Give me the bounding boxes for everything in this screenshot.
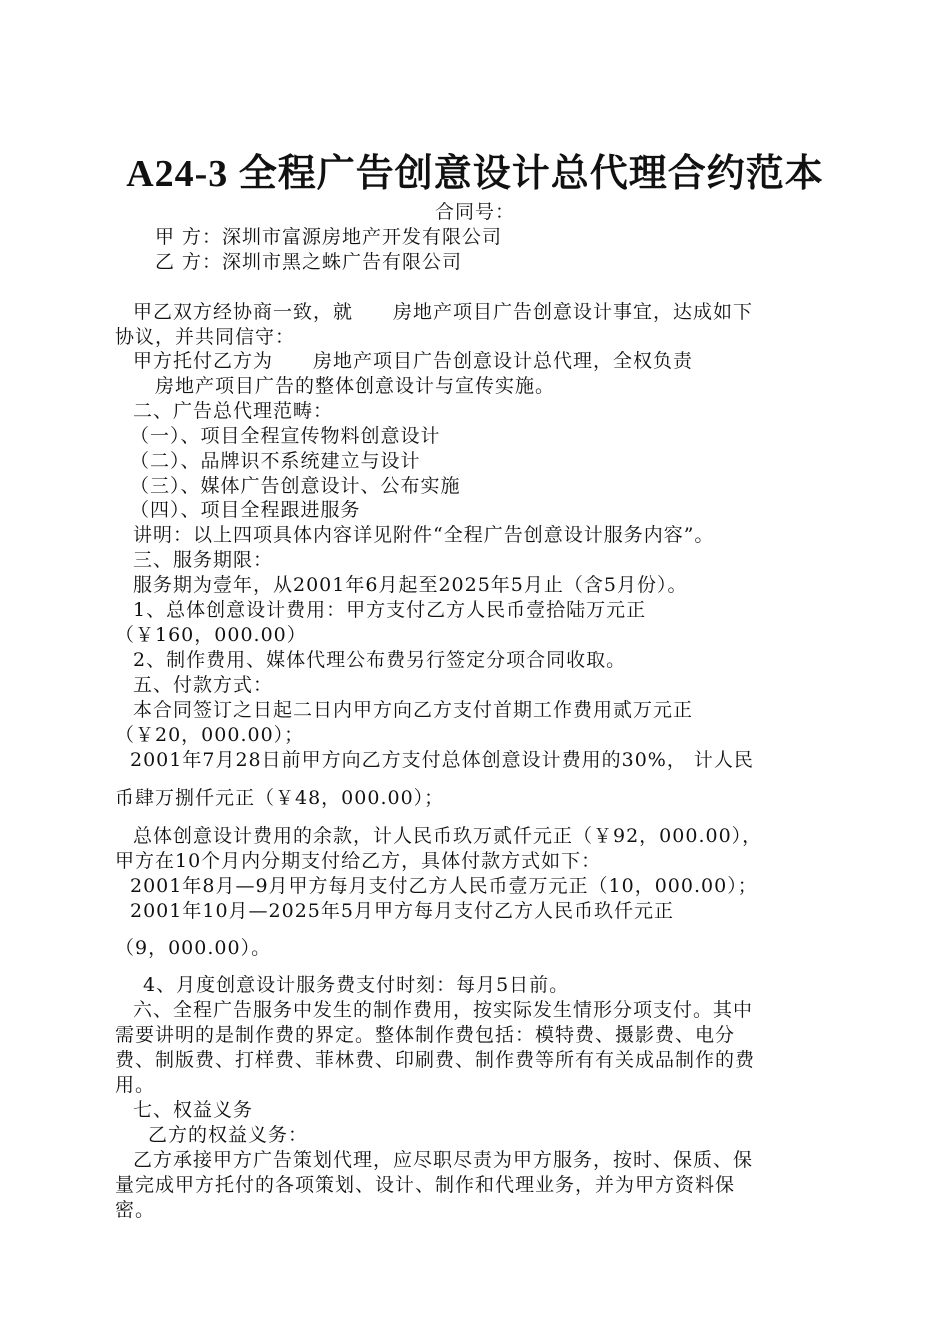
body-line: （9，000.00）。 <box>115 937 272 959</box>
body-line: 2001年7月28日前甲方向乙方支付总体创意设计费用的30%， 计人民 <box>130 749 754 771</box>
body-line: 总体创意设计费用的余款，计人民币玖万贰仟元正（￥92，000.00）， <box>133 825 763 847</box>
body-line: 讲明：以上四项具体内容详见附件“全程广告创意设计服务内容”。 <box>133 524 715 546</box>
body-line: 甲方在10个月内分期支付给乙方，具体付款方式如下： <box>115 850 602 872</box>
section-heading: 三、服务期限： <box>133 549 274 571</box>
party-a: 甲 方：深圳市富源房地产开发有限公司 <box>155 226 503 248</box>
party-b: 乙 方：深圳市黑之蛛广告有限公司 <box>155 251 463 273</box>
section-heading: 五、付款方式： <box>133 674 274 696</box>
body-line: 协议，并共同信守： <box>115 326 296 348</box>
section-heading: 六、全程广告服务中发生的制作费用，按实际发生情形分项支付。其中 <box>133 999 754 1021</box>
document-title: A24-3 全程广告创意设计总代理合约范本 <box>126 153 824 195</box>
body-line: 2001年8月—9月甲方每月支付乙方人民币壹万元正（10，000.00）； <box>130 875 758 897</box>
sub-heading: 乙方的权益义务： <box>148 1124 309 1146</box>
body-line: 2、制作费用、媒体代理公布费另行签定分项合同收取。 <box>133 649 627 671</box>
body-line: 1、总体创意设计费用：甲方支付乙方人民币壹拾陆万元正 <box>133 599 647 621</box>
body-line: 用。 <box>115 1074 156 1096</box>
body-line: 房地产项目广告的整体创意设计与宣传实施。 <box>155 375 556 397</box>
body-line: 需要讲明的是制作费的界定。整体制作费包括：模特费、摄影费、电分 <box>115 1024 736 1046</box>
body-line: 服务期为壹年，从2001年6月起至2025年5月止（含5月份）。 <box>133 574 688 596</box>
list-item: （四）、项目全程跟进服务 <box>130 499 361 521</box>
body-line: 费、制版费、打样费、菲林费、印刷费、制作费等所有有关成品制作的费 <box>115 1049 756 1071</box>
list-item: （一）、项目全程宣传物料创意设计 <box>130 425 441 447</box>
body-line: 量完成甲方托付的各项策划、设计、制作和代理业务，并为甲方资料保 <box>115 1174 736 1196</box>
body-line: 币肆万捌仟元正（￥48，000.00）； <box>115 787 445 809</box>
body-line: （￥20，000.00）； <box>115 724 305 746</box>
body-line: 本合同签订之日起二日内甲方向乙方支付首期工作费用贰万元正 <box>133 699 694 721</box>
list-item: （二）、品牌识不系统建立与设计 <box>130 450 421 472</box>
body-line: （￥160，000.00） <box>115 624 307 646</box>
contract-number-label: 合同号： <box>434 201 515 223</box>
section-heading: 二、广告总代理范畴： <box>133 400 334 422</box>
body-line: 4、月度创意设计服务费支付时刻：每月5日前。 <box>143 974 570 996</box>
body-line: 2001年10月—2025年5月甲方每月支付乙方人民币玖仟元正 <box>130 900 674 922</box>
body-line: 乙方承接甲方广告策划代理，应尽职尽责为甲方服务，按时、保质、保 <box>133 1149 754 1171</box>
list-item: （三）、媒体广告创意设计、公布实施 <box>130 475 461 497</box>
body-line: 甲乙双方经协商一致，就 房地产项目广告创意设计事宜，达成如下 <box>133 301 754 323</box>
body-line: 甲方托付乙方为 房地产项目广告创意设计总代理，全权负责 <box>133 350 694 372</box>
section-heading: 七、权益义务 <box>133 1099 254 1121</box>
body-line: 密。 <box>115 1199 156 1221</box>
